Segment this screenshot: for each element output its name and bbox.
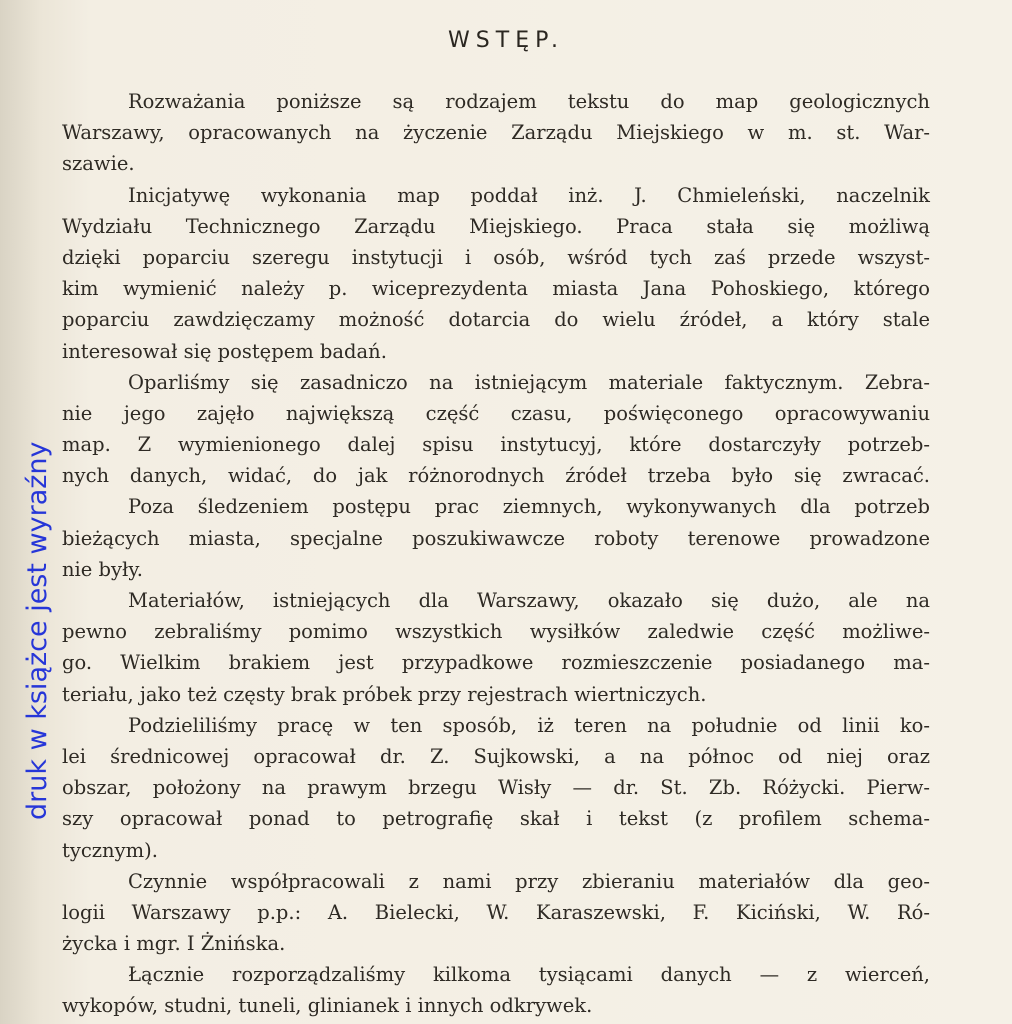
text-line: go. Wielkim brakiem jest przypadkowe rozmieszczenie posiadanego ma- — [62, 651, 930, 675]
text-line: bieżących miasta, specjalne poszukiwawcze roboty terenowe prowadzone — [62, 526, 930, 550]
text-line: Wydziału Technicznego Zarządu Miejskiego. Praca stała się możliwą — [62, 214, 930, 238]
text-line: Inicjatywę wykonania map poddał inż. J. Chmieleński, naczelnik — [128, 183, 930, 207]
text-line: teriału, jako też częsty brak próbek przy rejestrach wiertniczych. — [62, 682, 707, 706]
text-line: wykopów, studni, tuneli, glinianek i innych odkrywek. — [62, 994, 593, 1018]
text-line: Łącznie rozporządzaliśmy kilkoma tysiącami danych — z wierceń, — [128, 963, 930, 987]
text-line: szawie. — [62, 152, 135, 176]
text-line: Oparliśmy się zasadniczo na istniejącym materiale faktycznym. Zebra- — [128, 370, 930, 394]
text-line: Warszawy, opracowanych na życzenie Zarządu Miejskiego w m. st. War- — [62, 121, 930, 145]
text-line: Materiałów, istniejących dla Warszawy, okazało się dużo, ale na — [128, 589, 930, 612]
handwritten-note — [22, 300, 62, 820]
note-text: druk w książce jest wyraźny — [22, 441, 53, 820]
text-line: szy opracował ponad to petrografię skał i tekst (z profilem schema- — [62, 807, 930, 831]
text-line: tycznym). — [62, 838, 158, 862]
body-text — [62, 86, 930, 1022]
text-line: Podzieliliśmy pracę w ten sposób, iż teren na południe od linii ko- — [128, 713, 930, 737]
text-line: logii Warszawy p.p.: A. Bielecki, W. Karaszewski, F. Kiciński, W. Ró- — [62, 900, 930, 924]
text-line: nie jego zajęło największą część czasu, poświęconego opracowywaniu — [62, 401, 930, 425]
page-title: WSTĘP. — [448, 28, 564, 53]
text-line: Czynnie współpracowali z nami przy zbieraniu materiałów dla geo- — [128, 869, 930, 893]
text-line: Poza śledzeniem postępu prac ziemnych, wykonywanych dla potrzeb — [128, 495, 930, 519]
text-line: dzięki poparciu szeregu instytucji i osób, wśród tych zaś przede wszyst- — [62, 245, 930, 269]
text-line: nych danych, widać, do jak różnorodnych źródeł trzeba było się zwracać. — [62, 464, 930, 488]
text-line: poparciu zawdzięczamy możność dotarcia do wielu źródeł, a który stale — [62, 308, 930, 332]
text-line: kim wymienić należy p. wiceprezydenta miasta Jana Pohoskiego, którego — [62, 277, 930, 301]
text-line: map. Z wymienionego dalej spisu instytucyj, które dostarczyły potrzeb- — [62, 433, 930, 457]
text-line: nie były. — [62, 557, 143, 581]
text-line: obszar, położony na prawym brzegu Wisły — dr. St. Zb. Różycki. Pierw- — [62, 776, 930, 800]
text-line: życka i mgr. I Żnińska. — [62, 932, 286, 956]
text-line: pewno zebraliśmy pomimo wszystkich wysiłków zaledwie część możliwe- — [62, 620, 930, 644]
text-line: lei średnicowej opracował dr. Z. Sujkowski, a na północ od niej oraz — [62, 744, 930, 768]
text-line: interesował się postępem badań. — [62, 339, 387, 363]
text-line: Rozważania poniższe są rodzajem tekstu do map geologicznych — [128, 90, 930, 113]
